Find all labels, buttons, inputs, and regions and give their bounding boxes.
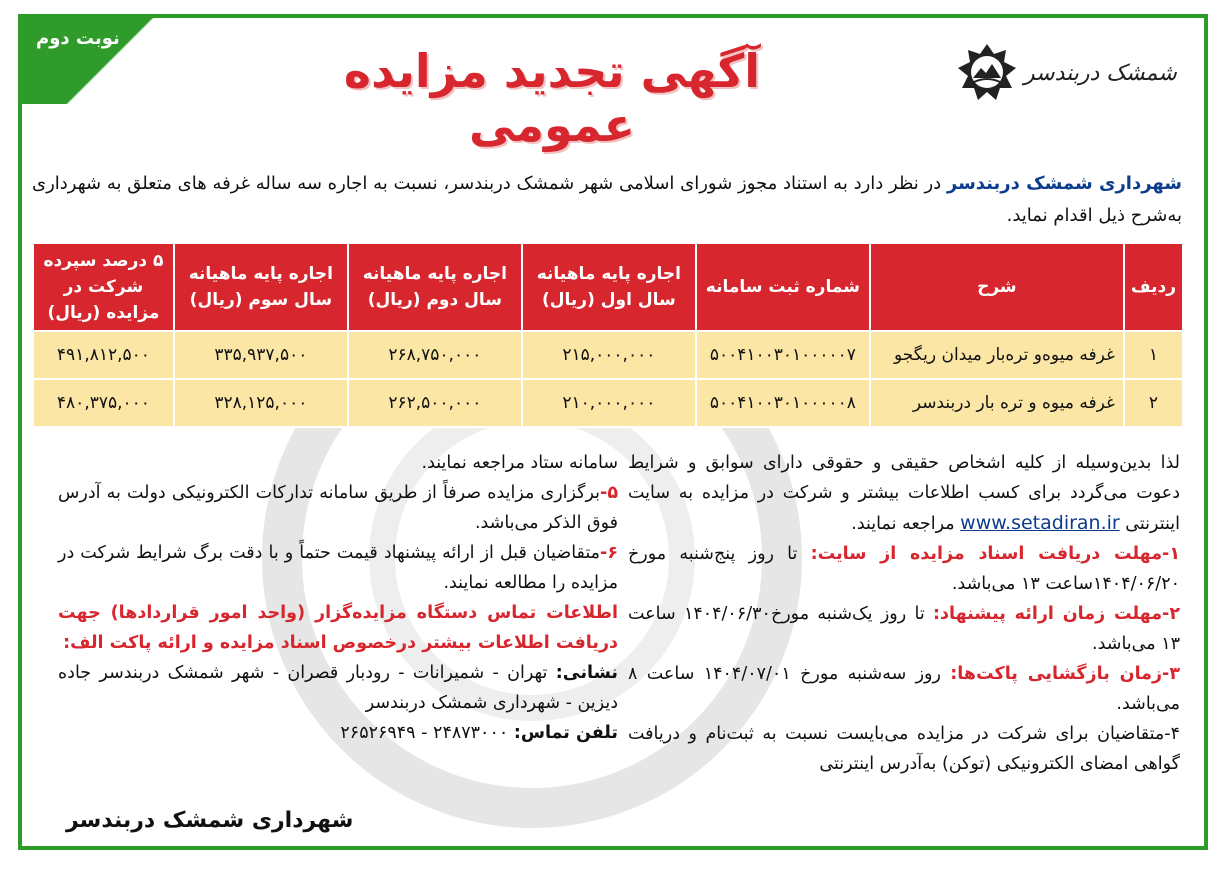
municipality-logo <box>956 28 1186 118</box>
intro-org-name: شهرداری شمشک دربندسر <box>946 173 1182 194</box>
mountain-emblem-icon <box>956 42 1018 104</box>
table-row <box>33 379 1183 427</box>
item-6-number: ۶- <box>600 543 618 563</box>
item-2 <box>628 599 1180 659</box>
setadiran-link[interactable]: www.setadiran.ir <box>960 512 1120 534</box>
item-4: ۴-متقاضیان برای شرکت در مزایده می‌بایست نسبت به ثبت‌نام و دریافت گواهی امضای الکترونیکی (توکن) به‌آدرس اینترنتی <box>628 724 1180 774</box>
cell-rent-year-3: ۳۳۵,۹۳۷,۵۰۰ <box>174 331 348 379</box>
logo-text: شمشک دربندسر <box>1024 60 1177 86</box>
cell-registration-number: ۵۰۰۴۱۰۰۳۰۱۰۰۰۰۰۷ <box>696 331 870 379</box>
cell-deposit: ۴۸۰,۳۷۵,۰۰۰ <box>33 379 174 427</box>
header-rent-year-1: اجاره پایه ماهیانه سال اول (ریال) <box>522 243 696 331</box>
item-5-text: برگزاری مزایده صرفاً از طریق سامانه تدارکات الکترونیکی دولت به آدرس فوق الذکر می‌باشد. <box>58 483 618 533</box>
cell-rent-year-3: ۳۲۸,۱۲۵,۰۰۰ <box>174 379 348 427</box>
item-6-text: متقاضیان قبل از ارائه پیشنهاد قیمت حتماً و با دقت برگ شرایط شرکت در مزایده را مطالعه نمایند. <box>58 543 618 593</box>
item-1 <box>628 539 1180 599</box>
booth-table <box>32 242 1184 428</box>
cell-rent-year-2: ۲۶۲,۵۰۰,۰۰۰ <box>348 379 522 427</box>
intro-text: در نظر دارد به استناد مجوز شورای اسلامی شهر شمشک دربندسر، نسبت به اجاره سه ساله غرفه های متعلق به شهرداری به‌شرح ذیل اقدام نماید. <box>32 173 1182 226</box>
table-header-row <box>33 243 1183 331</box>
item-6 <box>58 538 618 598</box>
header-rent-year-3: اجاره پایه ماهیانه سال سوم (ریال) <box>174 243 348 331</box>
cell-deposit: ۴۹۱,۸۱۲,۵۰۰ <box>33 331 174 379</box>
header-row-number: ردیف <box>1124 243 1183 331</box>
intro-paragraph <box>32 168 1182 232</box>
address-text: تهران - شمیرانات - رودبار قصران - شهر شمشک دربندسر جاده دیزین - شهرداری شمشک دربندسر <box>58 663 618 713</box>
invitation-paragraph <box>628 448 1180 539</box>
contact-heading: اطلاعات تماس دستگاه مزایده‌گزار (واحد امور قراردادها) جهت دریافت اطلاعات بیشتر درخصوص اسناد مزایده و ارائه پاکت الف: <box>58 603 618 653</box>
address <box>58 658 618 718</box>
item-3 <box>628 659 1180 719</box>
table-row <box>33 331 1183 379</box>
item-5-number: ۵- <box>600 483 618 503</box>
item-5 <box>58 478 618 538</box>
cell-description: غرفه میوه‌و تره‌بار میدان ریگجو <box>870 331 1124 379</box>
item-2-text: تا روز یک‌شنبه مورخ۱۴۰۴/۰۶/۳۰ ساعت ۱۳ می‌باشد. <box>628 604 1180 654</box>
address-label: نشانی: <box>555 663 618 683</box>
item-3-text: روز سه‌شنبه مورخ ۱۴۰۴/۰۷/۰۱ ساعت ۸ می‌باشد. <box>628 664 1180 714</box>
cell-rent-year-1: ۲۱۰,۰۰۰,۰۰۰ <box>522 379 696 427</box>
notice-title: آگهی تجدید مزایده عمومی <box>343 44 761 152</box>
header-description: شرح <box>870 243 1124 331</box>
edition-badge-label: نوبت دوم <box>36 28 120 49</box>
header-rent-year-2: اجاره پایه ماهیانه سال دوم (ریال) <box>348 243 522 331</box>
header-registration-number: شماره ثبت سامانه <box>696 243 870 331</box>
phone <box>58 718 618 748</box>
item-2-label: ۲-مهلت زمان ارائه پیشنهاد: <box>933 604 1180 624</box>
item-1-text: تا روز پنج‌شنبه مورخ ۱۴۰۴/۰۶/۲۰ساعت ۱۳ می‌باشد. <box>628 544 1180 594</box>
invitation-text-end: مراجعه نمایند. <box>851 514 961 534</box>
item-3-label: ۳-زمان بازگشایی پاکت‌ها: <box>950 664 1181 684</box>
notice-frame <box>18 14 1208 850</box>
cell-description: غرفه میوه و تره بار دربندسر <box>870 379 1124 427</box>
cell-row-number: ۱ <box>1124 331 1183 379</box>
cell-registration-number: ۵۰۰۴۱۰۰۳۰۱۰۰۰۰۰۸ <box>696 379 870 427</box>
conditions-right-column <box>628 448 1180 779</box>
header-deposit: ۵ درصد سپرده شرکت در مزایده (ریال) <box>33 243 174 331</box>
cell-row-number: ۲ <box>1124 379 1183 427</box>
cell-rent-year-2: ۲۶۸,۷۵۰,۰۰۰ <box>348 331 522 379</box>
invitation-text: لذا بدین‌وسیله از کلیه اشخاص حقیقی و حقوقی دارای سوابق و شرایط دعوت می‌گردد برای کسب اطلاعات بیشتر و شرکت در مزایده به سایت اینترنتی <box>628 453 1180 534</box>
item-1-label: ۱-مهلت دریافت اسناد مزایده از سایت: <box>810 544 1180 564</box>
cell-rent-year-1: ۲۱۵,۰۰۰,۰۰۰ <box>522 331 696 379</box>
phone-numbers: ۲۴۸۷۳۰۰۰ - ۲۶۵۲۶۹۴۹ <box>340 723 514 743</box>
conditions-left-column <box>58 448 618 748</box>
edition-badge <box>22 18 172 104</box>
phone-label: تلفن تماس: <box>513 723 618 743</box>
footer-signature: شهرداری شمشک دربندسر <box>66 808 354 833</box>
item-4-continued: سامانه ستاد مراجعه نمایند. <box>421 453 618 473</box>
